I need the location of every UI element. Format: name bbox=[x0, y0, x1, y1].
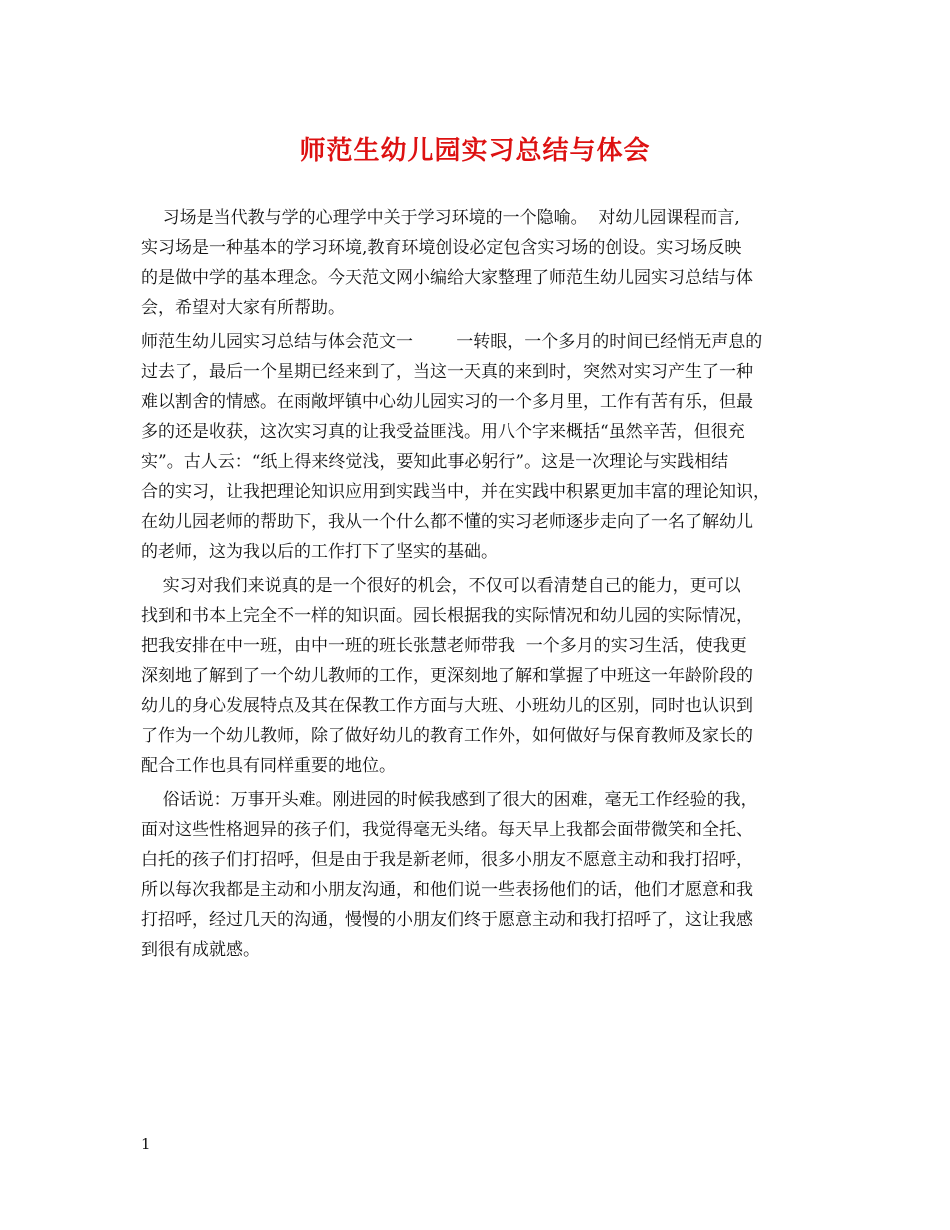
text-line: 面对这些性格迥异的孩子们，我觉得毫无头绪。每天早上我都会面带微笑和全托、 bbox=[141, 820, 753, 840]
text-line: 所以每次我都是主动和小朋友沟通，和他们说一些表扬他们的话，他们才愿意和我 bbox=[141, 880, 753, 900]
text-line: 找到和书本上完全不一样的知识面。园长根据我的实际情况和幼儿园的实际情况， bbox=[141, 606, 753, 626]
text-line: 实习场是一种基本的学习环境,教育环境创设必定包含实习场的创设。实习场反映 bbox=[141, 238, 742, 258]
paragraph bbox=[141, 785, 841, 965]
paragraph bbox=[141, 203, 841, 323]
text-line: 了作为一个幼儿教师，除了做好幼儿的教育工作外，如何做好与保育教师及家长的 bbox=[141, 726, 753, 746]
text-line: 实”。古人云：“纸上得来终觉浅，要知此事必躬行”。这是一次理论与实践相结 bbox=[141, 452, 729, 472]
text-line: 合的实习，让我把理论知识应用到实践当中，并在实践中积累更加丰富的理论知识， bbox=[141, 482, 770, 502]
text-line: 幼儿的身心发展特点及其在保教工作方面与大班、小班幼儿的区别，同时也认识到 bbox=[141, 696, 753, 716]
text-line: 俗话说：万事开头难。刚进园的时候我感到了很大的困难，毫无工作经验的我， bbox=[141, 790, 758, 810]
text-line: 深刻地了解到了一个幼儿教师的工作，更深刻地了解和掌握了中班这一年龄阶段的 bbox=[141, 666, 753, 686]
text-line: 习场是当代教与学的心理学中关于学习环境的一个隐喻。 对幼儿园课程而言, bbox=[141, 208, 740, 228]
text-line: 配合工作也具有同样重要的地位。 bbox=[141, 756, 396, 776]
text-line: 白托的孩子们打招呼，但是由于我是新老师，很多小朋友不愿意主动和我打招呼， bbox=[141, 850, 753, 870]
text-line: 难以割舍的情感。在雨敞坪镇中心幼儿园实习的一个多月里，工作有苦有乐，但最 bbox=[141, 392, 753, 412]
text-line: 实习对我们来说真的是一个很好的机会，不仅可以看清楚自己的能力，更可以 bbox=[141, 576, 741, 596]
text-line: 过去了，最后一个星期已经来到了，当这一天真的来到时，突然对实习产生了一种 bbox=[141, 362, 753, 382]
page-number: 1 bbox=[141, 1135, 151, 1153]
text-line: 到很有成就感。 bbox=[141, 940, 260, 960]
text-line: 会，希望对大家有所帮助。 bbox=[141, 298, 345, 318]
paragraph bbox=[141, 571, 841, 781]
document-body bbox=[141, 203, 841, 965]
document-title: 师范生幼儿园实习总结与体会 bbox=[299, 136, 651, 166]
text-line: 打招呼，经过几天的沟通，慢慢的小朋友们终于愿意主动和我打招呼了，这让我感 bbox=[141, 910, 753, 930]
text-line: 在幼儿园老师的帮助下，我从一个什么都不懂的实习老师逐步走向了一名了解幼儿 bbox=[141, 512, 753, 532]
text-line: 把我安排在中一班，由中一班的班长张慧老师带我 一个多月的实习生活，使我更 bbox=[141, 636, 747, 656]
text-line: 师范生幼儿园实习总结与体会范文一 一转眼，一个多月的时间已经悄无声息的 bbox=[141, 332, 763, 352]
text-line: 的是做中学的基本理念。今天范文网小编给大家整理了师范生幼儿园实习总结与体 bbox=[141, 268, 753, 288]
text-line: 多的还是收获，这次实习真的让我受益匪浅。用八个字来概括“虽然辛苦，但很充 bbox=[141, 422, 745, 442]
text-line: 的老师，这为我以后的工作打下了坚实的基础。 bbox=[141, 542, 498, 562]
paragraph bbox=[141, 327, 841, 567]
